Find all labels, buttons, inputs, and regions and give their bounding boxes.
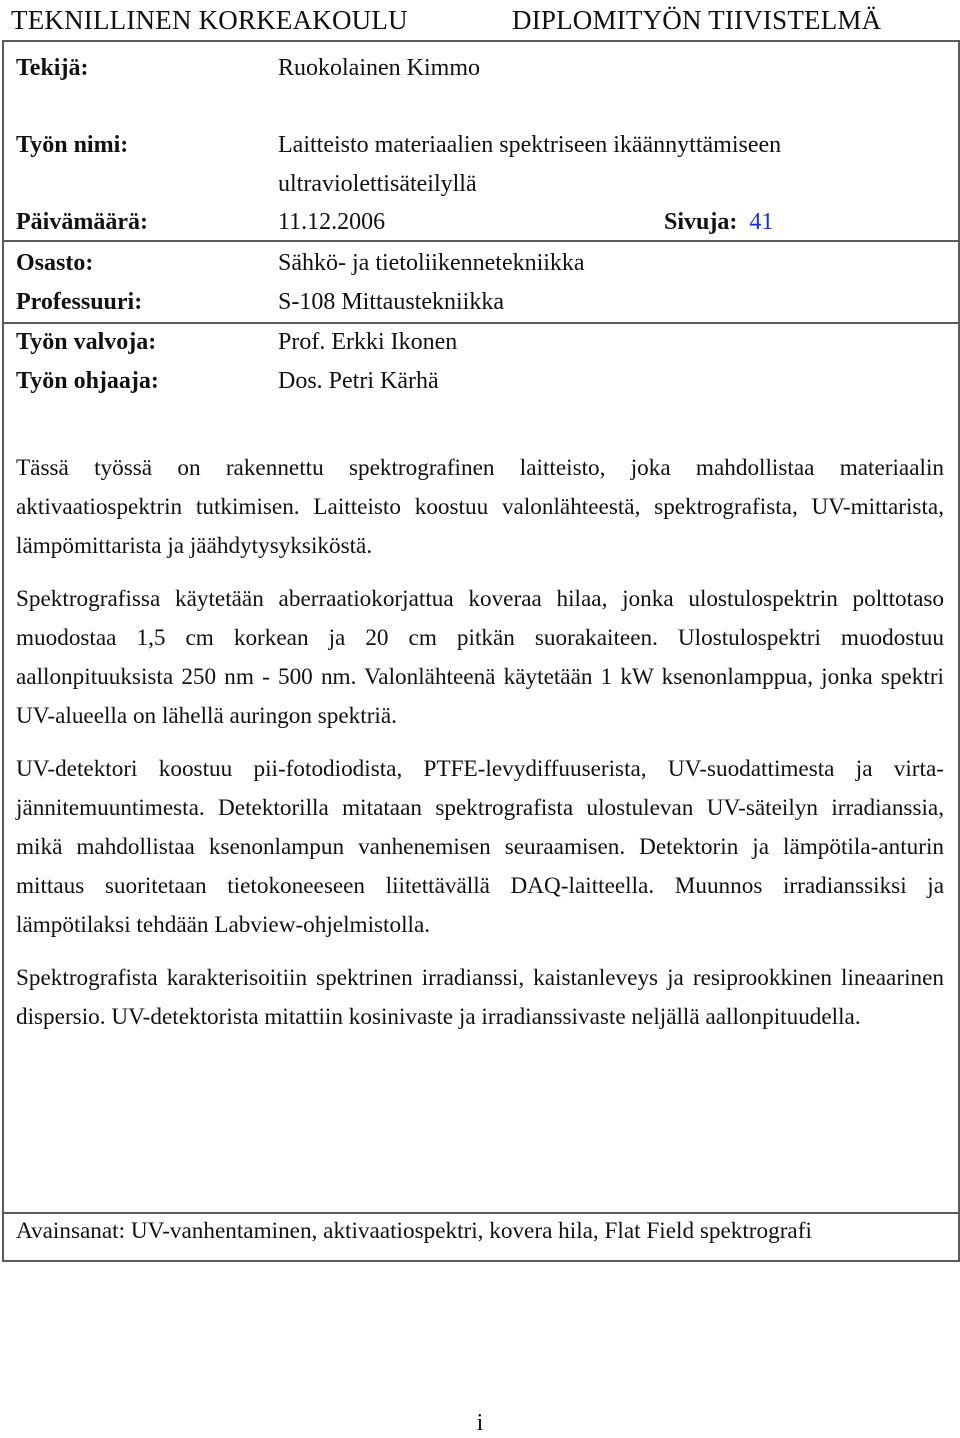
title-label: Työn nimi:	[16, 132, 129, 158]
abstract-paragraph: Tässä työssä on rakennettu spektrografinen laitteisto, joka mahdollistaa materiaalin aktivaatiospektrin tutkimisen. Laitteisto koostuu valonlähteestä, spektrografista, UV-mittarista, lämpömittarista ja jäähdytysyksiköstä.	[16, 455, 944, 559]
page-number: i	[476, 1410, 484, 1436]
author-value: Ruokolainen Kimmo	[278, 55, 480, 81]
abstract-text	[16, 449, 944, 1051]
department-label: Osasto:	[16, 250, 94, 276]
abstract-paragraph: Spektrografissa käytetään aberraatiokorjattua koveraa hilaa, jonka ulostulospektrin polttotaso muodostaa 1,5 cm korkean ja 20 cm pitkän suorakaiteen. Ulostulospektri muodostuu aallonpituuksista 250 nm - 500 nm. Valonlähteenä käytetään 1 kW ksenonlamppua, jonka spektri UV-alueella on lähellä auringon spektriä.	[16, 586, 944, 729]
keywords-line: Avainsanat: UV-vanhentaminen, aktivaatiospektri, kovera hila, Flat Field spektrografi	[16, 1218, 812, 1244]
document-type: DIPLOMITYÖN TIIVISTELMÄ	[512, 5, 882, 35]
divider-date	[2, 240, 960, 242]
instructor-value: Dos. Petri Kärhä	[278, 368, 439, 394]
pages-label: Sivuja:	[664, 209, 738, 235]
instructor-label: Työn ohjaaja:	[16, 368, 159, 394]
professorship-label: Professuuri:	[16, 289, 143, 315]
title-value-line1: Laitteisto materiaalien spektriseen ikäännyttämiseen	[278, 132, 782, 158]
supervisor-value: Prof. Erkki Ikonen	[278, 329, 458, 355]
document-heading	[2, 0, 958, 40]
pages-value: 41	[749, 209, 774, 235]
divider-professorship	[2, 322, 960, 324]
abstract-paragraph: UV-detektori koostuu pii-fotodiodista, PTFE-levydiffuuserista, UV-suodattimesta ja virta-jännitemuuntimesta. Detektorilla mitataan spektrografista ulostulevan UV-säteilyn irradianssia, mikä mahdollistaa ksenonlampun vanhenemisen seuraamisen. Detektorin ja lämpötila-anturin mittaus suoritetaan tietokoneeseen liitettävällä DAQ-laitteella. Muunnos irradianssiksi ja lämpötilaksi tehdään Labview-ohjelmistolla.	[16, 756, 944, 938]
title-value-line2: ultraviolettisäteilyllä	[278, 171, 477, 197]
supervisor-label: Työn valvoja:	[16, 329, 157, 355]
department-value: Sähkö- ja tietoliikennetekniikka	[278, 250, 585, 276]
university-name: TEKNILLINEN KORKEAKOULU	[11, 5, 408, 35]
author-label: Tekijä:	[16, 55, 89, 81]
divider-keywords	[2, 1212, 960, 1214]
pages-field	[664, 207, 773, 237]
date-label: Päivämäärä:	[16, 209, 148, 235]
professorship-value: S-108 Mittaustekniikka	[278, 289, 504, 315]
abstract-paragraph: Spektrografista karakterisoitiin spektrinen irradianssi, kaistanleveys ja resiprookkinen lineaarinen dispersio. UV-detektorista mitattiin kosinivaste ja irradianssivaste neljällä aallonpituudella.	[16, 965, 944, 1030]
date-value: 11.12.2006	[278, 209, 386, 235]
